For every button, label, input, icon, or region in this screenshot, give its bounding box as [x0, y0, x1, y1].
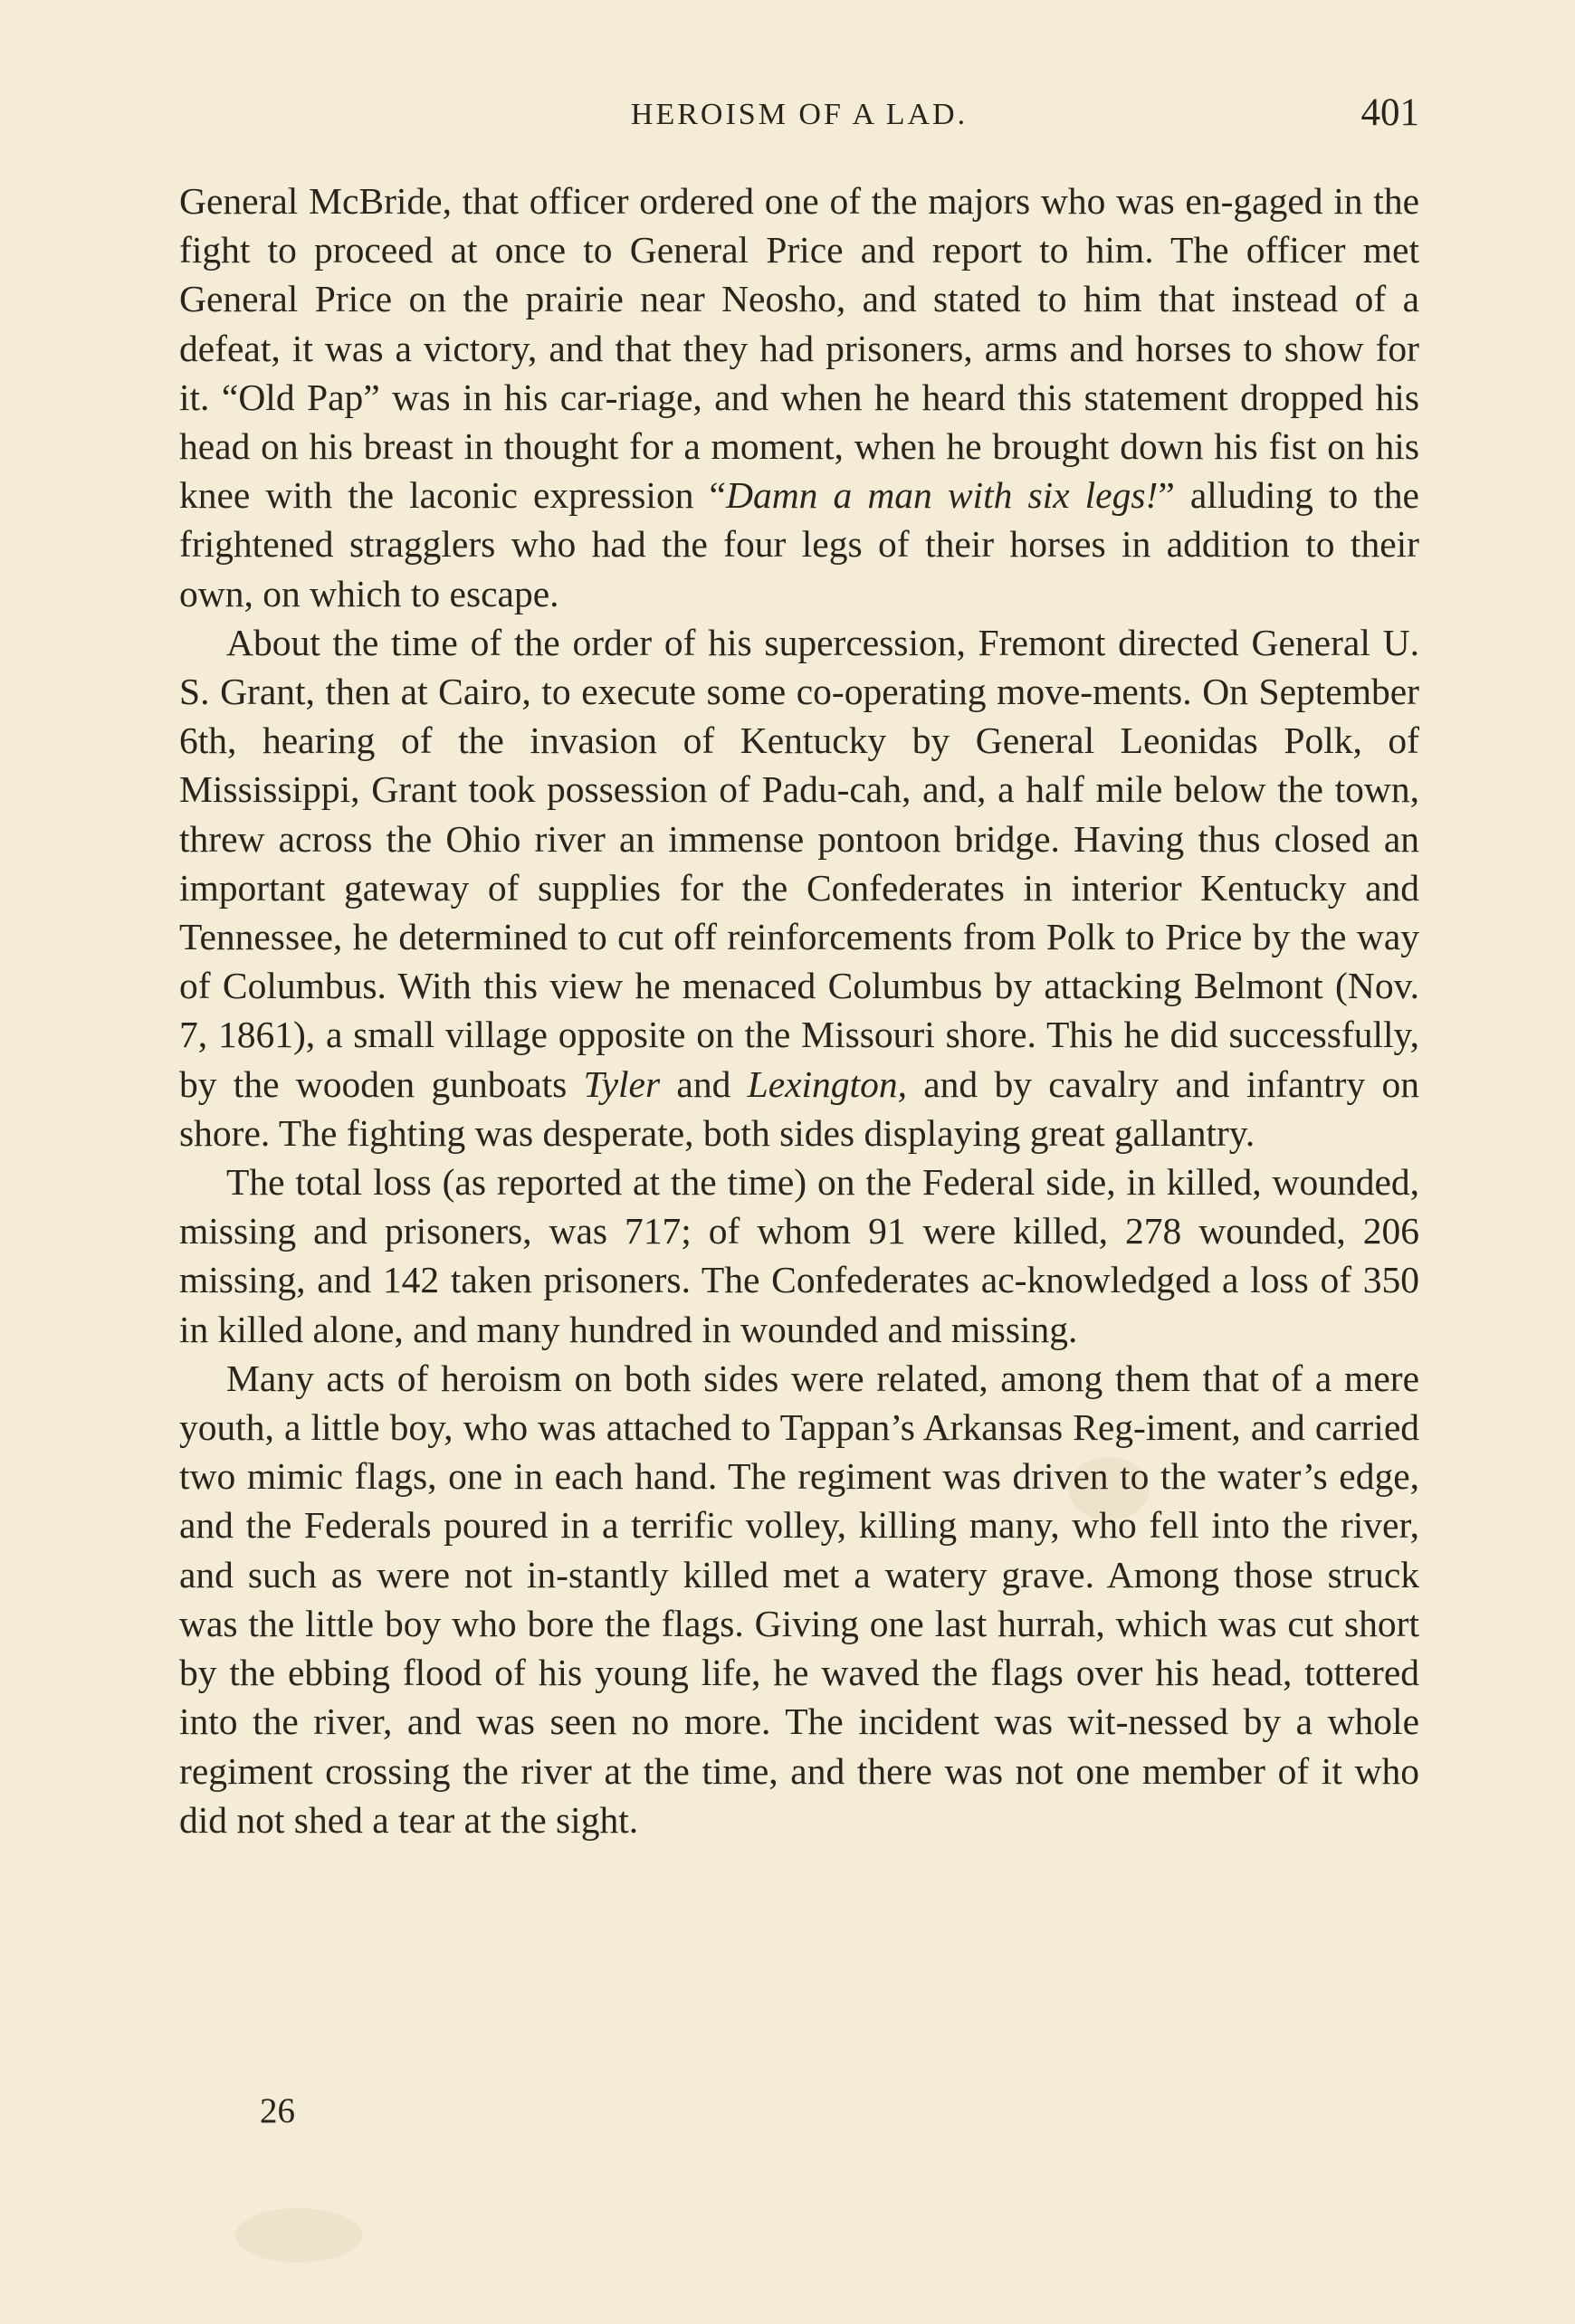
paragraph-grant-belmont — [179, 618, 1419, 1157]
body-text — [179, 176, 1419, 1844]
text-run: ” alluding to the frightened stragglers who had the four legs of their horses in addition to their own, on which to escape. — [179, 474, 1419, 614]
text-run: About the time of the order of his supercession, Fremont directed General U. S. Grant, then at Cairo, to execute some co-operating move-ments. On September 6th, hearing of the invasion of Kentucky by General Leonidas Polk, of Mississippi, Grant took possession of Padu-cah, and, a half mile below the town, threw across the Ohio river an immense pontoon bridge. Having thus closed an important gateway of supplies for the Confederates in interior Kentucky and Tennessee, he determined to cut off reinforcements from Polk to Price by the way of Columbus. With this view he menaced Columbus by attacking Belmont (Nov. 7, 1861), a small village opposite on the Missouri shore. This he did successfully, by the wooden gunboats — [179, 621, 1419, 1105]
italic-ship-name: Tyler — [583, 1062, 661, 1105]
italic-quote: Damn a man with six legs! — [725, 474, 1159, 517]
paragraph-heroism — [179, 1354, 1419, 1844]
page-number: 401 — [1360, 91, 1419, 134]
text-run: General McBride, that officer ordered one of the majors who was en-gaged in the fight to proceed at once to General Price and report to him. The officer met General Price on the prairie near Neosho, and stated to him that instead of a defeat, it was a victory, and that they had prisoners, arms and horses to show for it. “Old Pap” was in his car-riage, and when he heard this statement dropped his head on his breast in thought for a moment, when he brought down his fist on his knee with the laconic expression “ — [179, 180, 1419, 517]
text-run: The total loss (as reported at the time) on the Federal side, in killed, wounded, missing and prisoners, was 717; of whom 91 were killed, 278 wounded, 206 missing, and 142 taken prisoners. The Confederates ac-knowledged a loss of 350 in killed alone, and many hundred in wounded and missing. — [179, 1161, 1419, 1350]
running-title: HEROISM OF A LAD. — [630, 98, 969, 131]
signature-mark: 26 — [260, 2091, 295, 2130]
text-run: and — [660, 1062, 748, 1105]
text-run: and by cavalry and infantry on shore. The fighting was desperate, both sides displaying great gallantry. — [179, 1062, 1419, 1154]
italic-ship-name: Lexington, — [747, 1062, 907, 1105]
paragraph-mcbride-report — [179, 176, 1419, 618]
running-header — [179, 90, 1419, 145]
text-run: Many acts of heroism on both sides were related, among them that of a mere youth, a little boy, who was attached to Tappan’s Arkansas Reg-iment, and carried two mimic flags, one in each hand. The regiment was driven to the water’s edge, and the Federals poured in a terrific volley, killing many, who fell into the river, and such as were not in-stantly killed met a watery grave. Among those struck was the little boy who bore the flags. Giving one last hurrah, which was cut short by the ebbing flood of his young life, he waved the flags over his head, tottered into the river, and was seen no more. The incident was wit-nessed by a whole regiment crossing the river at the time, and there was not one member of it who did not shed a tear at the sight. — [179, 1357, 1419, 1841]
paragraph-total-loss — [179, 1157, 1419, 1354]
paper-stain — [235, 2208, 362, 2262]
